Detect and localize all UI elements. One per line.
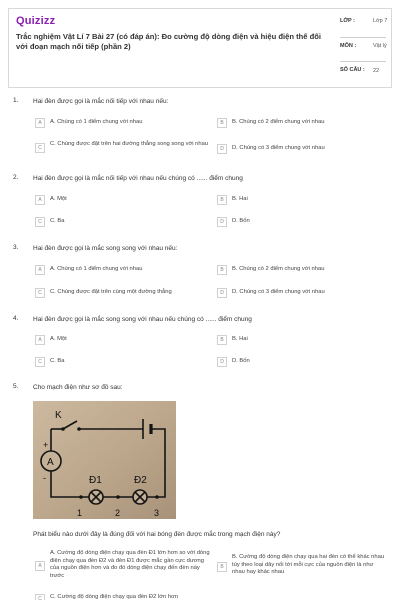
option-text: B. Chúng có 2 điểm chung với nhau <box>232 119 325 125</box>
answer-option-c[interactable] <box>35 594 210 600</box>
count-label: SỐ CÂU : <box>340 67 365 73</box>
option-letter-box: C <box>35 357 45 367</box>
subject-label: MÔN : <box>340 43 357 49</box>
node-1-label: 1 <box>77 508 83 518</box>
minus-sign: - <box>43 473 46 483</box>
answer-option-d[interactable] <box>217 217 372 235</box>
ammeter-label: A <box>47 457 54 468</box>
option-text: A. Chúng có 1 điểm chung với nhau <box>50 266 143 272</box>
option-letter-box: A <box>35 335 45 345</box>
node-2-label: 2 <box>115 508 121 518</box>
quizizz-logo: Quizizz <box>16 15 56 27</box>
option-letter-box: A <box>35 195 45 205</box>
option-letter-box: B <box>217 195 227 205</box>
lamp-2-icon <box>133 490 147 504</box>
question-number: 3. <box>13 244 19 251</box>
option-text: D. Chúng có 3 điểm chung với nhau <box>232 145 325 151</box>
count-value: 22 <box>373 68 380 74</box>
class-label: LỚP : <box>340 18 355 24</box>
option-text: D. Bốn <box>232 218 250 224</box>
lamp-2-label: Đ2 <box>134 475 147 486</box>
option-letter-box: D <box>217 217 227 227</box>
option-letter-box: C <box>35 143 45 153</box>
answer-option-c[interactable] <box>35 357 190 375</box>
answer-option-a[interactable] <box>35 118 190 136</box>
option-text: C. Chúng được đặt trên hai đường thẳng song song với nhau <box>50 141 209 147</box>
option-text: B. Hai <box>232 336 248 342</box>
option-letter-box: C <box>35 594 45 600</box>
answer-option-b[interactable] <box>217 553 387 583</box>
question-followup-text: Phát biểu nào dưới đây là đúng đối với hai bóng đèn được mắc trong mạch điện này? <box>33 531 281 538</box>
answer-option-b[interactable] <box>217 118 372 136</box>
question-text: Hai đèn được gọi là mắc song song với nhau nếu chúng có ...... điểm chung <box>33 316 252 323</box>
option-letter-box: C <box>35 288 45 298</box>
question-text: Hai đèn được gọi là mắc song song với nhau nếu: <box>33 245 178 252</box>
option-letter-box: A <box>35 561 45 571</box>
option-text: C. Cường độ dòng điện chạy qua đèn Đ2 lớn hơn <box>50 594 179 600</box>
lamp-1-icon <box>89 490 103 504</box>
option-text: A. Cường độ dòng điện chạy qua đèn Đ1 lớn hơn so với dòng điện chạy qua đèn Đ2 và đèn Đ1 được mắc gần cực dương của nguồn điện hơn và đo đó dòng điện chạy đến đèn này trước <box>50 550 210 579</box>
question-text: Cho mạch điện như sơ đồ sau: <box>33 384 123 391</box>
option-text: A. Chúng có 1 điểm chung với nhau <box>50 119 143 125</box>
answer-option-a[interactable] <box>35 265 190 283</box>
question-number: 2. <box>13 174 19 181</box>
answer-option-b[interactable] <box>217 265 372 283</box>
option-text: D. Bốn <box>232 358 250 364</box>
question-number: 1. <box>13 97 19 104</box>
node-3-label: 3 <box>154 508 160 518</box>
question-text: Hai đèn được gọi là mắc nối tiếp với nhau nếu chúng có ...... điểm chung <box>33 175 243 182</box>
answer-option-d[interactable] <box>217 288 372 306</box>
answer-option-c[interactable] <box>35 217 190 235</box>
option-letter-box: A <box>35 265 45 275</box>
answer-option-a[interactable] <box>35 195 190 213</box>
option-text: B. Chúng có 2 điểm chung với nhau <box>232 266 325 272</box>
subject-value: Vật lý <box>373 43 387 49</box>
class-value: Lớp 7 <box>373 18 388 24</box>
worksheet-title: Trắc nghiệm Vật Lí 7 Bài 27 (có đáp án): Đo cường độ dòng điện và hiệu điện thế đối với đoạn mạch nối tiếp (phần 2) <box>16 32 321 51</box>
answer-option-b[interactable] <box>217 335 372 353</box>
divider <box>340 37 386 38</box>
question-number: 4. <box>13 315 19 322</box>
option-letter-box: D <box>217 144 227 154</box>
answer-option-a[interactable] <box>35 335 190 353</box>
switch-label: K <box>55 410 62 421</box>
answer-option-d[interactable] <box>217 357 372 375</box>
option-letter-box: D <box>217 288 227 298</box>
option-letter-box: B <box>217 562 227 572</box>
option-text: C. Ba <box>50 358 65 364</box>
answer-option-c[interactable] <box>35 288 210 306</box>
question-number: 5. <box>13 383 19 390</box>
option-letter-box: B <box>217 335 227 345</box>
option-letter-box: B <box>217 265 227 275</box>
option-letter-box: D <box>217 357 227 367</box>
answer-option-c[interactable] <box>35 140 210 158</box>
option-text: C. Ba <box>50 218 65 224</box>
option-text: B. Cường độ dòng điện chạy qua hai đèn có thể khác nhau tùy theo loại dây nối tới mỗi cực của nguồn điện là như nhau hay khác nhau <box>232 554 385 575</box>
option-letter-box: B <box>217 118 227 128</box>
plus-sign: + <box>43 440 49 450</box>
option-text: B. Hai <box>232 196 248 202</box>
worksheet-header <box>8 8 392 88</box>
divider <box>340 61 386 62</box>
answer-option-d[interactable] <box>217 144 372 162</box>
answer-option-b[interactable] <box>217 195 372 213</box>
option-text: A. Một <box>50 196 67 202</box>
option-text: C. Chúng được đặt trên cùng một đường thẳng <box>50 289 172 295</box>
option-text: A. Một <box>50 336 67 342</box>
option-letter-box: C <box>35 217 45 227</box>
option-letter-box: A <box>35 118 45 128</box>
circuit-diagram <box>33 401 176 519</box>
lamp-1-label: Đ1 <box>89 475 102 486</box>
option-text: D. Chúng có 3 điểm chung với nhau <box>232 289 325 295</box>
question-text: Hai đèn được gọi là mắc nối tiếp với nhau nếu: <box>33 98 169 105</box>
answer-option-a[interactable] <box>35 549 210 585</box>
